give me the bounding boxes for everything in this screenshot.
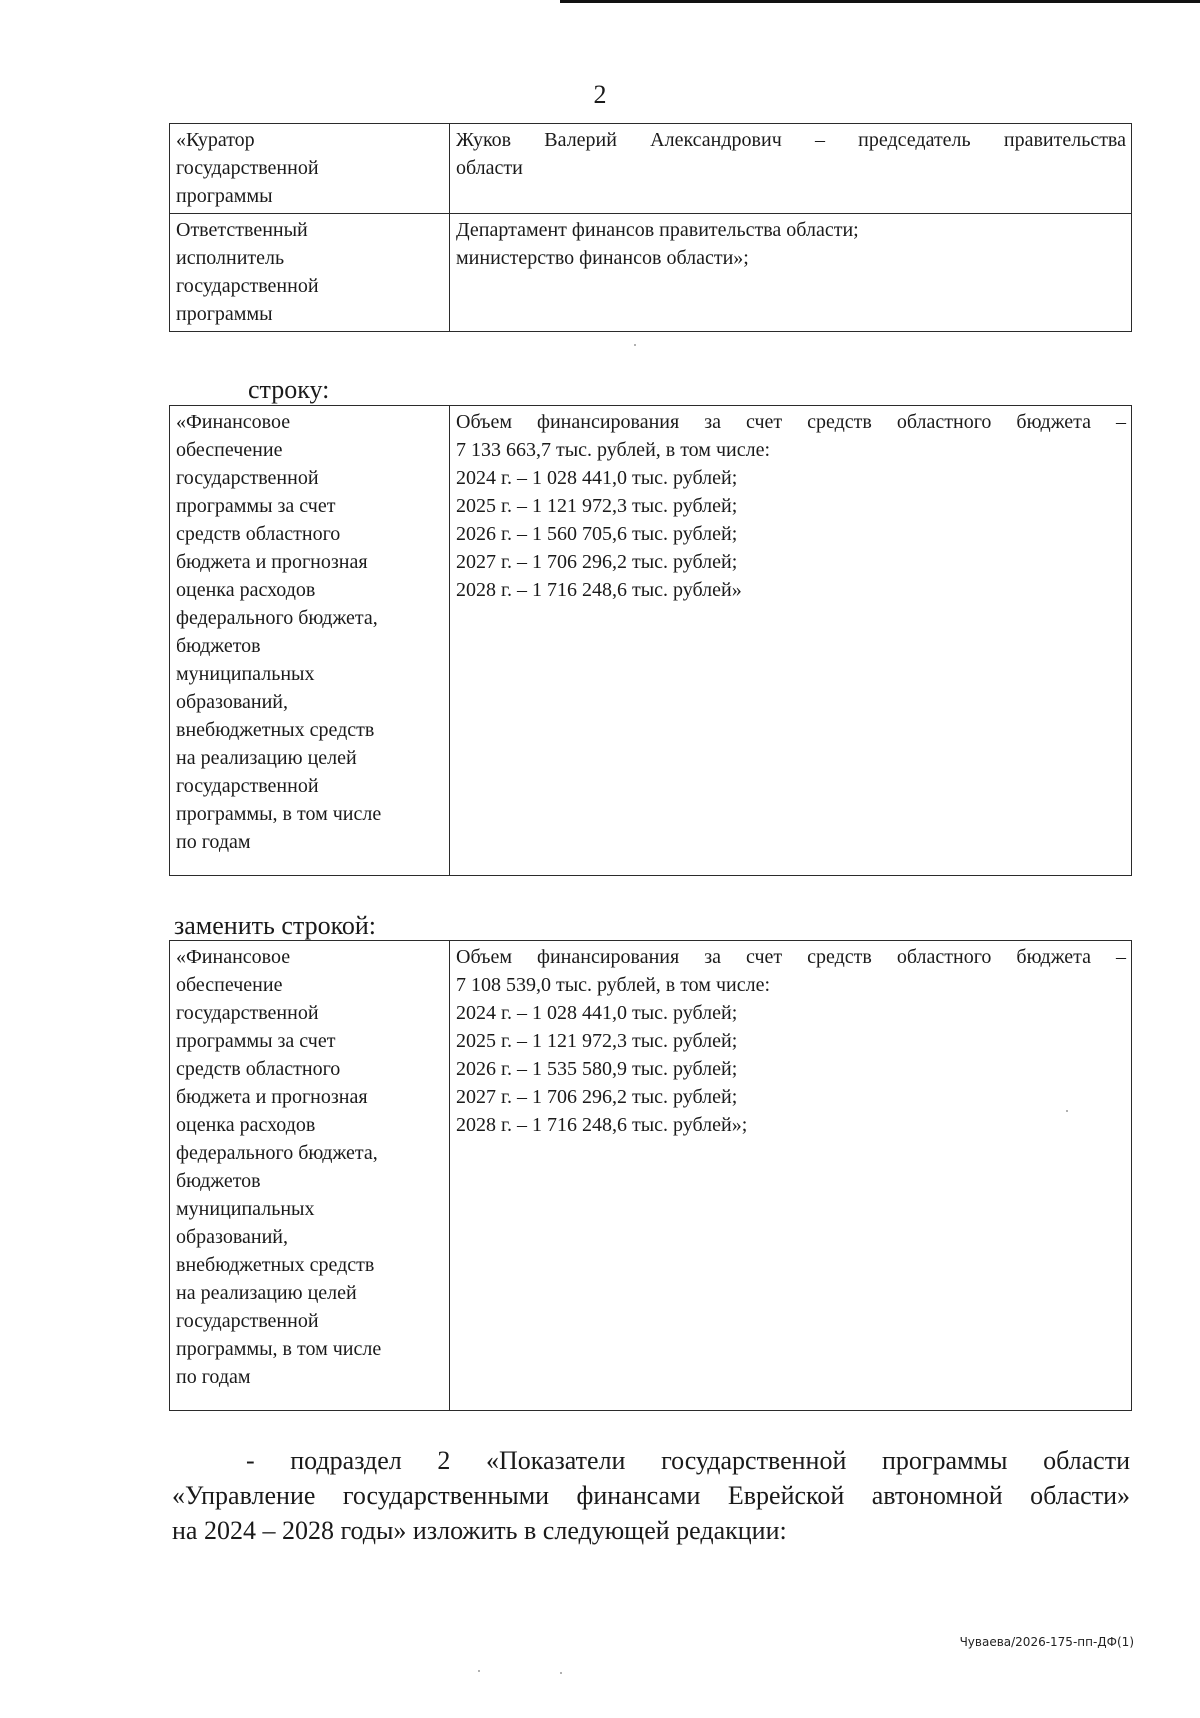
paragraph-line: на 2024 – 2028 годы» изложить в следующей редакции:	[172, 1516, 787, 1545]
footer-document-code: Чуваева/2026-175-пп-ДФ(1)	[959, 1635, 1134, 1649]
cell-line: 2028 г. – 1 716 248,6 тыс. рублей»;	[456, 1114, 748, 1136]
table-cell-value	[450, 941, 1132, 1411]
cell-line: 2025 г. – 1 121 972,3 тыс. рублей;	[456, 495, 738, 517]
cell-line: Департамент финансов правительства области;	[456, 219, 859, 241]
table-row	[170, 124, 1132, 214]
cell-line: по годам	[176, 1366, 251, 1388]
cell-line: 2024 г. – 1 028 441,0 тыс. рублей;	[456, 1002, 738, 1024]
cell-line: 2026 г. – 1 535 580,9 тыс. рублей;	[456, 1058, 738, 1080]
cell-line: программы, в том числе	[176, 1338, 382, 1360]
cell-line: программы	[176, 303, 273, 325]
scan-speck	[1066, 1110, 1068, 1112]
cell-line: на реализацию целей	[176, 1282, 357, 1304]
scan-top-edge	[0, 0, 1200, 3]
cell-line: средств областного	[176, 523, 341, 545]
program-info-table	[169, 123, 1132, 332]
table-row	[170, 406, 1132, 876]
cell-line: по годам	[176, 831, 251, 853]
scan-speck	[560, 1672, 562, 1674]
scan-speck	[478, 1670, 480, 1672]
cell-line: области	[456, 157, 523, 179]
table-cell-label	[170, 124, 450, 214]
body-paragraph	[172, 1443, 1130, 1548]
cell-line: бюджетов	[176, 1170, 261, 1192]
cell-line: внебюджетных средств	[176, 719, 375, 741]
table-cell-label	[170, 406, 450, 876]
cell-line: оценка расходов	[176, 1114, 316, 1136]
cell-line: министерство финансов области»;	[456, 247, 749, 269]
scan-speck	[634, 344, 636, 346]
cell-line: «Куратор	[176, 129, 255, 151]
cell-line: государственной	[176, 157, 319, 179]
paragraph-line: - подраздел 2 «Показатели государственной программы области	[246, 1446, 1130, 1475]
cell-line: государственной	[176, 1310, 319, 1332]
cell-line: 7 133 663,7 тыс. рублей, в том числе:	[456, 439, 771, 461]
cell-line: 2027 г. – 1 706 296,2 тыс. рублей;	[456, 551, 738, 573]
table-cell-value	[450, 406, 1132, 876]
cell-line: государственной	[176, 467, 319, 489]
caption-new-row: заменить строкой:	[174, 911, 377, 940]
cell-line: государственной	[176, 775, 319, 797]
cell-line: Объем финансирования за счет средств областного бюджета –	[456, 411, 1126, 433]
page-number: 2	[593, 80, 607, 109]
cell-line: Жуков Валерий Александрович – председатель правительства	[456, 129, 1126, 151]
cell-line: 2028 г. – 1 716 248,6 тыс. рублей»	[456, 579, 742, 601]
cell-line: бюджета и прогнозная	[176, 551, 368, 573]
table-cell-value	[450, 214, 1132, 332]
cell-line: обеспечение	[176, 439, 283, 461]
cell-line: муниципальных	[176, 663, 315, 685]
table-cell-value	[450, 124, 1132, 214]
cell-line: оценка расходов	[176, 579, 316, 601]
cell-line: 2025 г. – 1 121 972,3 тыс. рублей;	[456, 1030, 738, 1052]
cell-line: муниципальных	[176, 1198, 315, 1220]
table-row	[170, 214, 1132, 332]
cell-line: «Финансовое	[176, 411, 291, 433]
cell-line: средств областного	[176, 1058, 341, 1080]
cell-line: бюджета и прогнозная	[176, 1086, 368, 1108]
cell-line: обеспечение	[176, 974, 283, 996]
scan-edge-mark	[560, 0, 1200, 3]
cell-line: Ответственный	[176, 219, 308, 241]
cell-line: исполнитель	[176, 247, 285, 269]
cell-line: бюджетов	[176, 635, 261, 657]
cell-line: 2026 г. – 1 560 705,6 тыс. рублей;	[456, 523, 738, 545]
cell-line: образований,	[176, 1226, 289, 1248]
cell-line: Объем финансирования за счет средств областного бюджета –	[456, 946, 1126, 968]
cell-line: 2027 г. – 1 706 296,2 тыс. рублей;	[456, 1086, 738, 1108]
cell-line: государственной	[176, 275, 319, 297]
cell-line: программы за счет	[176, 495, 336, 517]
cell-line: федерального бюджета,	[176, 607, 378, 629]
cell-line: программы, в том числе	[176, 803, 382, 825]
cell-line: на реализацию целей	[176, 747, 357, 769]
caption-old-row: строку:	[248, 375, 330, 404]
new-financing-table	[169, 940, 1132, 1411]
cell-line: программы	[176, 185, 273, 207]
cell-line: образований,	[176, 691, 289, 713]
cell-line: программы за счет	[176, 1030, 336, 1052]
cell-line: 2024 г. – 1 028 441,0 тыс. рублей;	[456, 467, 738, 489]
cell-line: внебюджетных средств	[176, 1254, 375, 1276]
cell-line: 7 108 539,0 тыс. рублей, в том числе:	[456, 974, 771, 996]
paragraph-line: «Управление государственными финансами Еврейской автономной области»	[172, 1481, 1130, 1510]
old-financing-table	[169, 405, 1132, 876]
table-cell-label	[170, 941, 450, 1411]
table-row	[170, 941, 1132, 1411]
cell-line: «Финансовое	[176, 946, 291, 968]
cell-line: федерального бюджета,	[176, 1142, 378, 1164]
table-cell-label	[170, 214, 450, 332]
cell-line: государственной	[176, 1002, 319, 1024]
